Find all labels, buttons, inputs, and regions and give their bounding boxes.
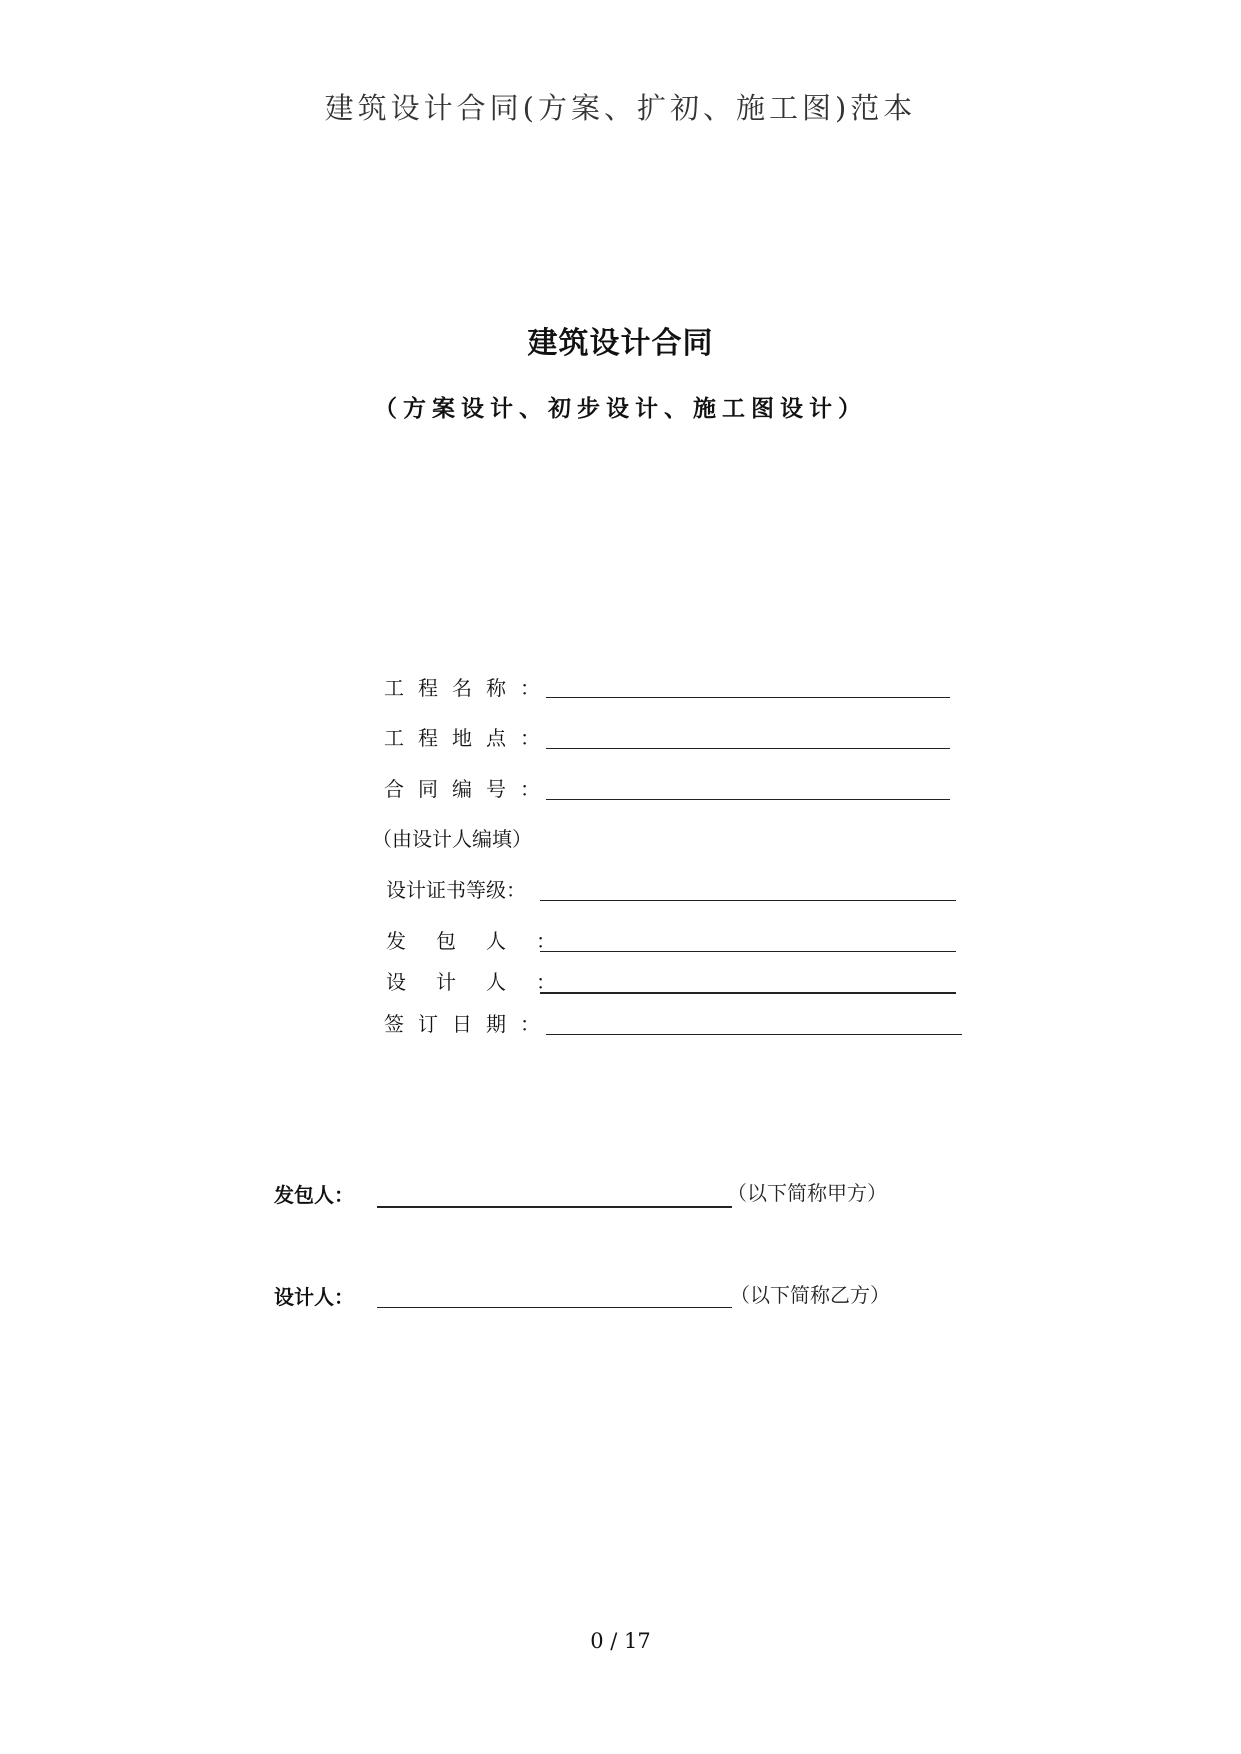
designer-fill-note: （由设计人编填） (372, 827, 532, 851)
employer-label: 发包人： (386, 929, 586, 953)
employer-field[interactable] (540, 951, 956, 952)
party-a-label: 发包人： (274, 1183, 354, 1207)
certificate-level-field[interactable] (540, 900, 956, 901)
party-a-field[interactable] (377, 1206, 732, 1208)
document-header-title: 建筑设计合同(方案、扩初、施工图)范本 (324, 91, 917, 125)
party-b-field[interactable] (377, 1307, 732, 1308)
certificate-level-label: 设计证书等级： (386, 878, 526, 902)
project-location-label: 工程地点： (384, 726, 554, 750)
project-location-field[interactable] (546, 748, 950, 749)
project-name-field[interactable] (546, 697, 950, 698)
page-number: 0 / 17 (590, 1629, 651, 1653)
project-name-label: 工程名称： (384, 676, 554, 700)
signing-date-label: 签订日期： (384, 1012, 554, 1036)
party-a-note: （以下简称甲方） (727, 1181, 887, 1205)
party-b-note: （以下简称乙方） (730, 1283, 890, 1307)
contract-subtitle: （方案设计、初步设计、施工图设计） (374, 395, 867, 422)
contract-number-label: 合同编号： (384, 777, 554, 801)
contract-number-field[interactable] (546, 799, 950, 800)
party-b-label: 设计人： (274, 1285, 354, 1309)
contract-title: 建筑设计合同 (527, 326, 714, 361)
designer-label: 设计人： (386, 970, 586, 994)
signing-date-field[interactable] (546, 1034, 962, 1035)
designer-field[interactable] (540, 992, 956, 994)
